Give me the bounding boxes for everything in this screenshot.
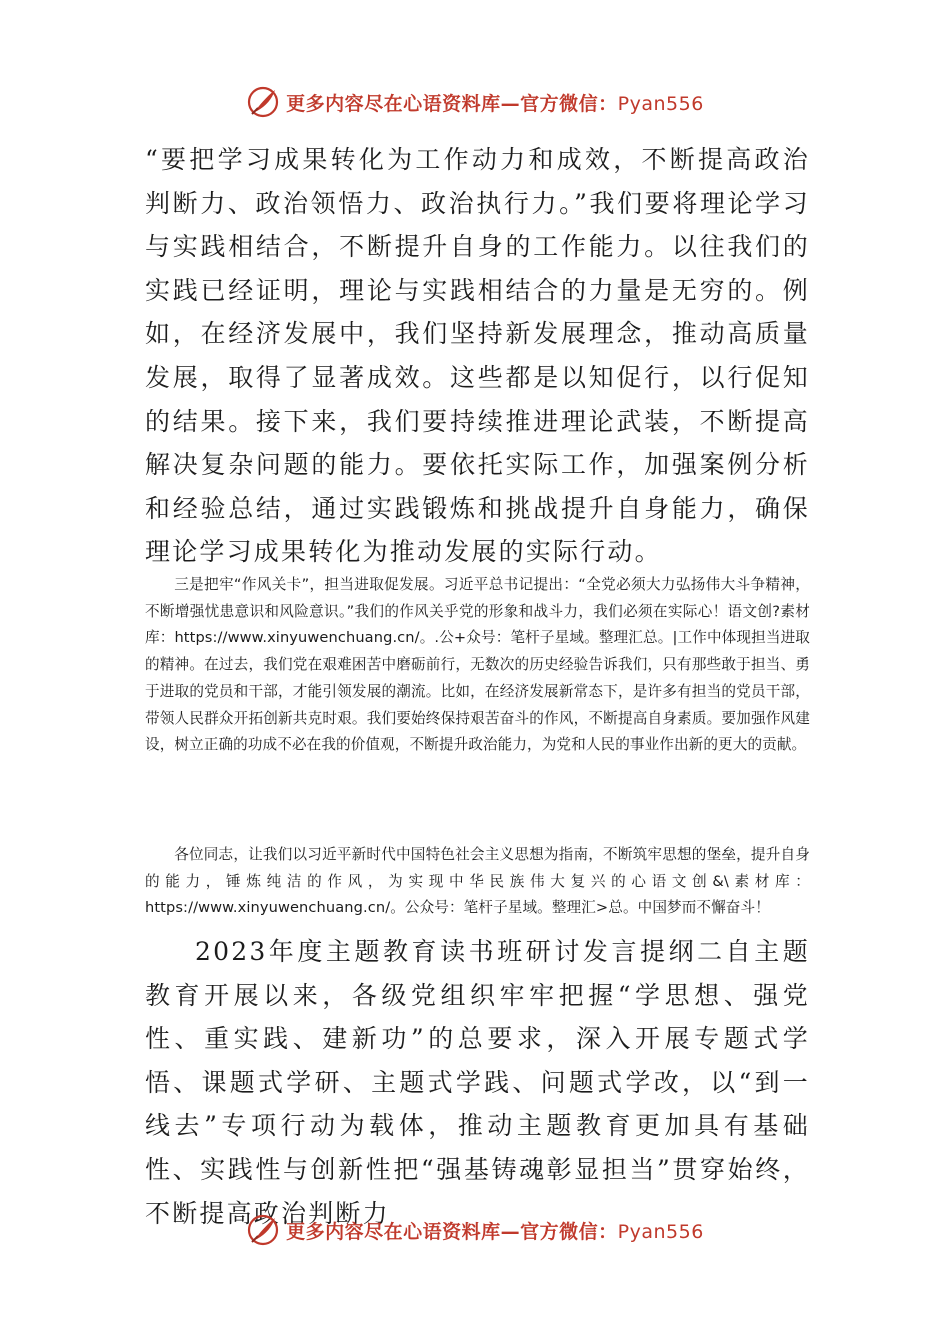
paragraph-1: “要把学习成果转化为工作动力和成效，不断提高政治判断力、政治领悟力、政治执行力。”我们要将理论学习与实践相结合，不断提升自身的工作能力。以往我们的实践已经证明，理论与实践相结合的力量是无穷的。例如，在经济发展中，我们坚持新发展理念，推动高质量发展，取得了显著成效。这些都是以知促行，以行促知的结果。接下来，我们要持续推进理论武装，不断提高解决复杂问题的能力。要依托实际工作，加强案例分析和经验总结，通过实践锻炼和挑战提升自身能力，确保理论学习成果转化为推动发展的实际行动。	[145, 145, 810, 567]
paragraph-2-container	[145, 572, 810, 759]
footer-banner-text: 更多内容尽在心语资料库—官方微信：Pyan556	[286, 1220, 704, 1243]
header-banner	[0, 82, 950, 122]
paragraph-4: 2023年度主题教育读书班研讨发言提纲二自主题教育开展以来，各级党组织牢牢把握“学思想、强党性、重实践、建新功”的总要求，深入开展专题式学悟、课题式学研、主题式学践、问题式学改，以“到一线去”专项行动为载体，推动主题教育更加具有基础性、实践性与创新性把“强基铸魂彰显担当”贯穿始终，不断提高政治判断力	[145, 937, 810, 1228]
feather-pen-logo-icon	[246, 1213, 280, 1247]
paragraph-2: 三是把牢“作风关卡”，担当进取促发展。习近平总书记提出：“全党必须大力弘扬伟大斗争精神，不断增强忧患意识和风险意识。”我们的作风关乎党的形象和战斗力，我们必须在实际心！语文创?素材库：https://www.xinyuwenchuang.cn/。.公+众号：笔杆子星域。整理汇总。|工作中体现担当进取的精神。在过去，我们党在艰难困苦中磨砺前行，无数次的历史经验告诉我们，只有那些敢于担当、勇于进取的党员和干部，才能引领发展的潮流。比如，在经济发展新常态下，是许多有担当的党员干部，带领人民群众开拓创新共克时艰。我们要始终保持艰苦奋斗的作风，不断提高自身素质。要加强作风建设，树立正确的功成不必在我的价值观，不断提升政治能力，为党和人民的事业作出新的更大的贡献。	[145, 576, 811, 754]
footer-banner	[0, 1210, 950, 1250]
wechat-id: Pyan556	[617, 92, 704, 115]
paragraph-3-container	[145, 842, 810, 922]
header-banner-text: 更多内容尽在心语资料库—官方微信：Pyan556	[286, 92, 704, 115]
feather-pen-logo-icon	[246, 85, 280, 119]
wechat-id: Pyan556	[617, 1220, 704, 1243]
paragraph-3: 各位同志，让我们以习近平新时代中国特色社会主义思想为指南，不断筑牢思想的堡垒，提升自身的能力，锤炼纯洁的作风，为实现中华民族伟大复兴的心语文创&\素材库：https://www.xinyuwenchuang.cn/。公众号：笔杆子星域。整理汇>总。中国梦而不懈奋斗！	[145, 846, 810, 917]
paragraph-1-container	[145, 138, 810, 574]
paragraph-4-container	[145, 930, 810, 1235]
